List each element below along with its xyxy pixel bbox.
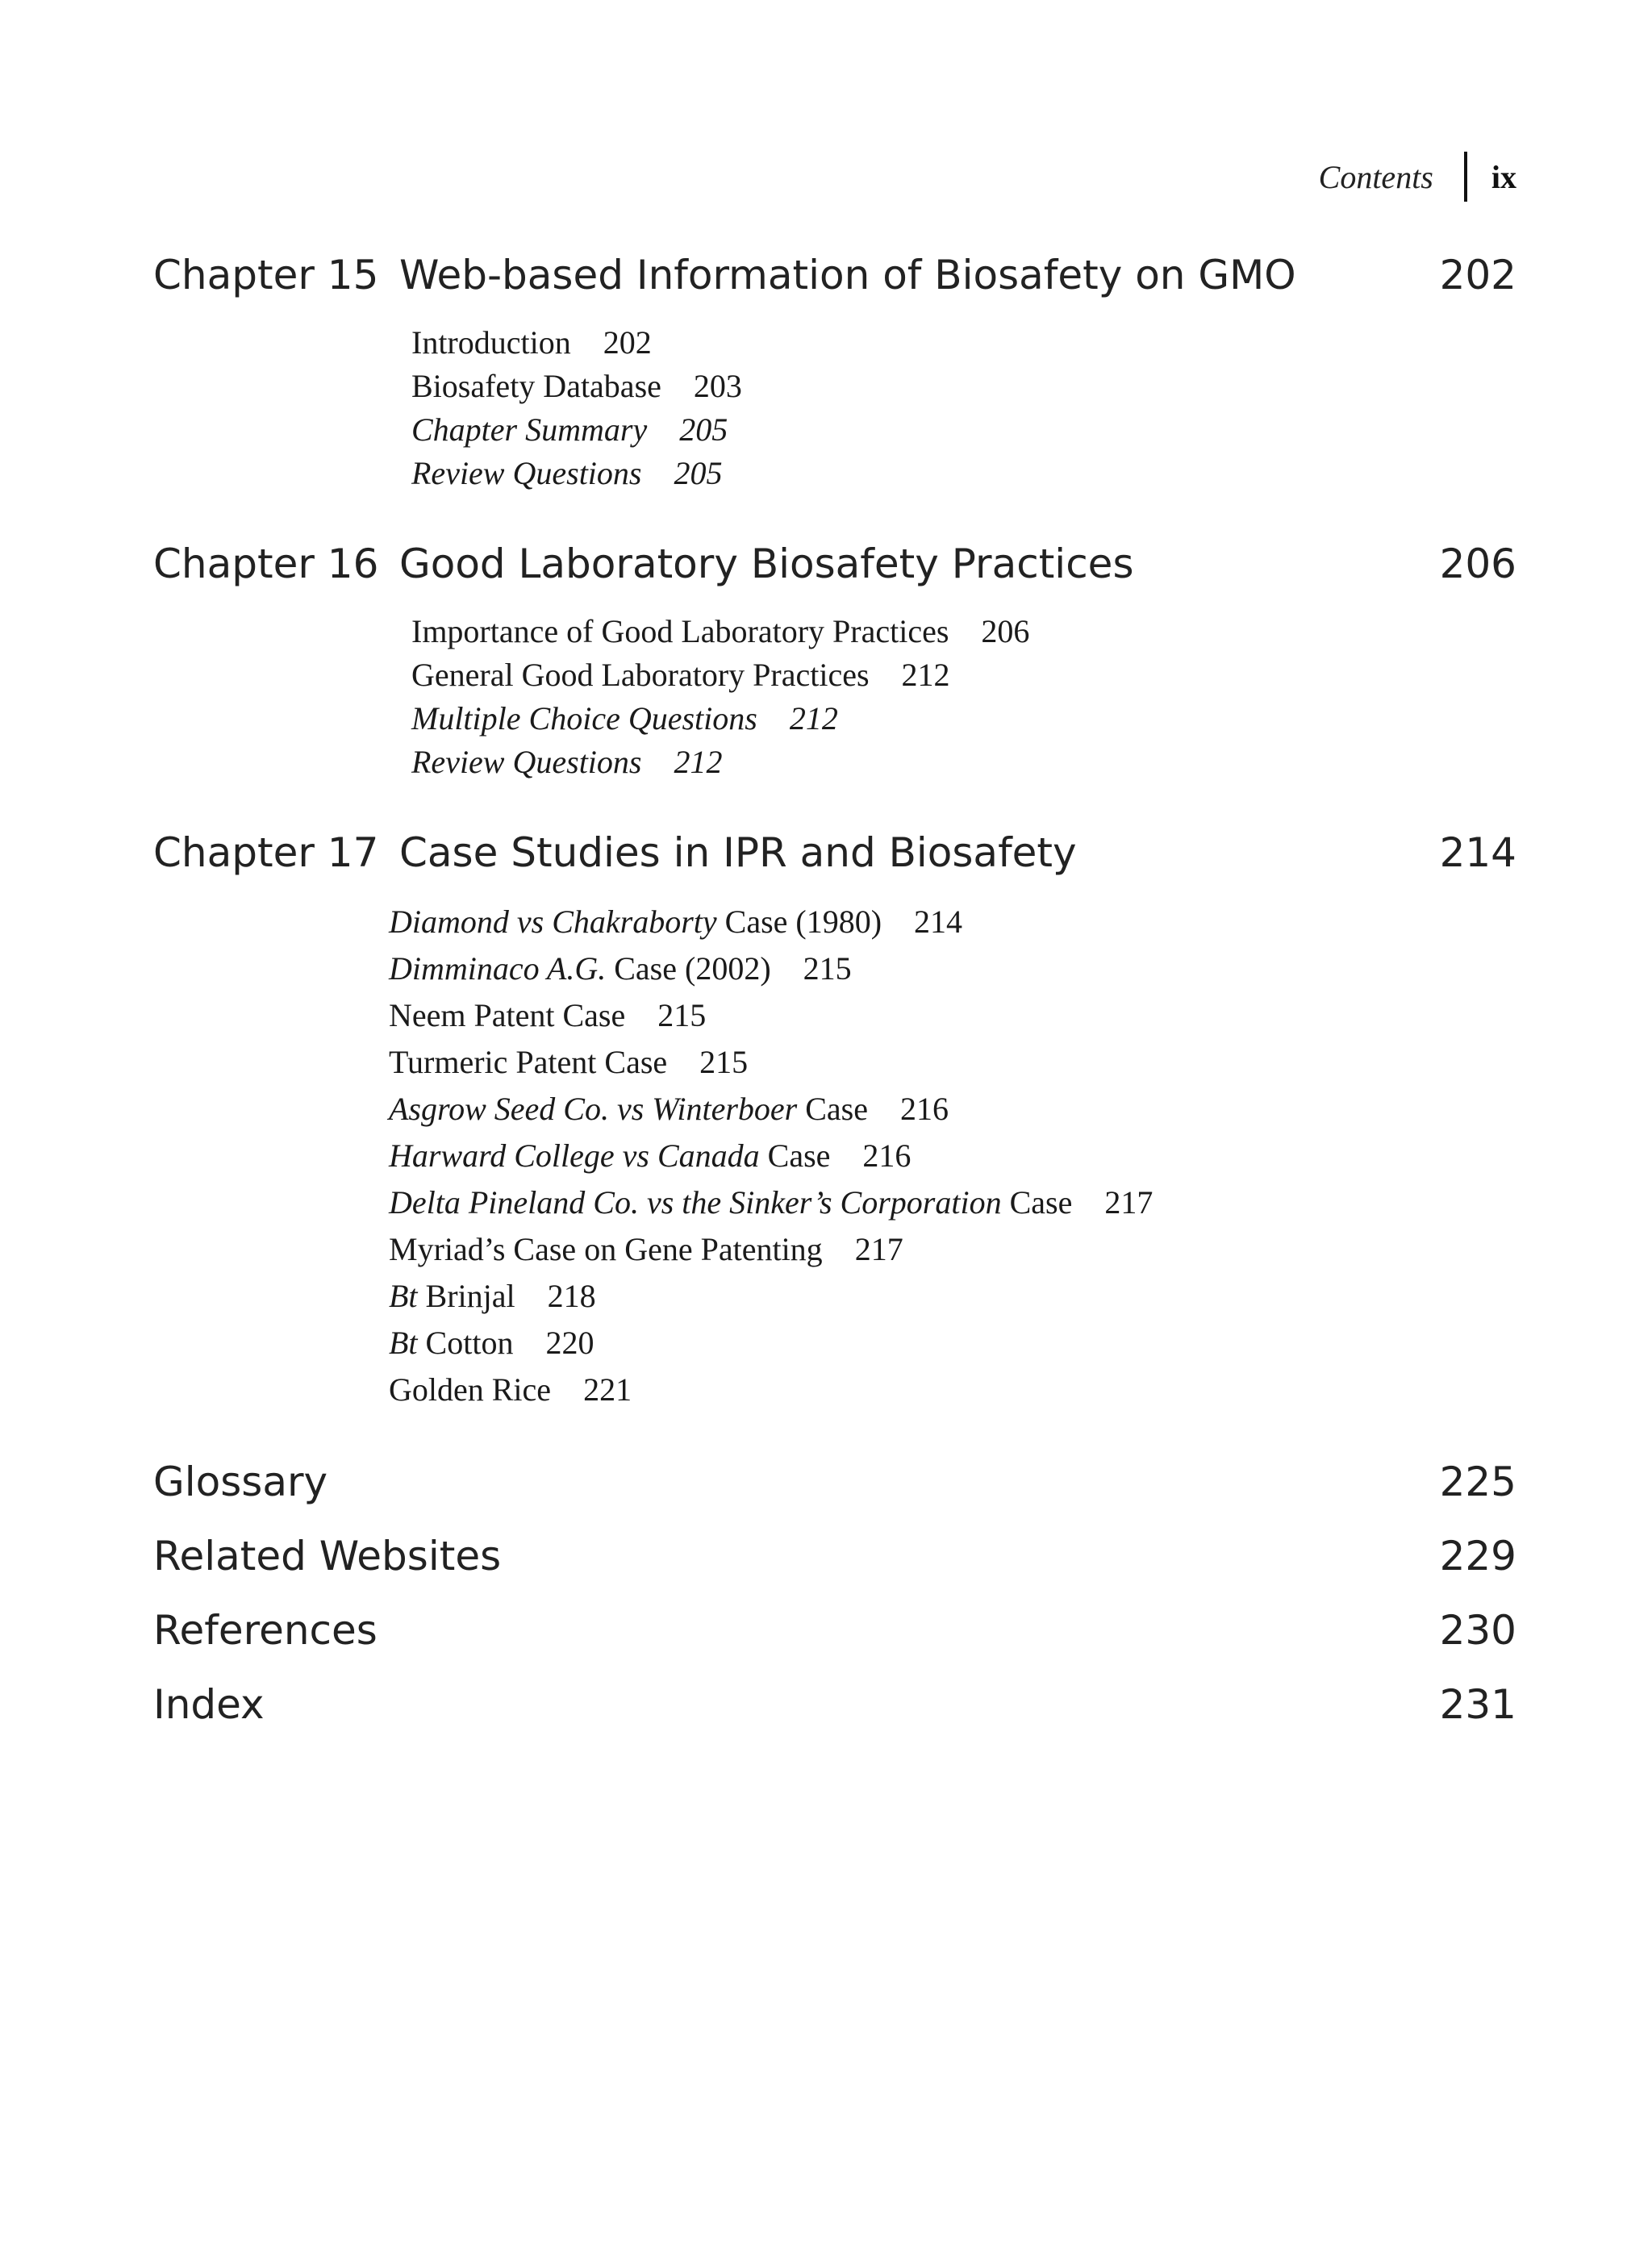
chapter-15-section <box>153 252 1516 495</box>
toc-entry[interactable] <box>411 741 1516 784</box>
entry-title: Related Websites <box>153 1533 502 1580</box>
chapter-number: Chapter 17 <box>153 829 379 876</box>
chapter-16-section <box>153 540 1516 784</box>
entry-page: 214 <box>914 903 963 940</box>
toc-entry[interactable] <box>389 1273 1516 1320</box>
entry-title: Case <box>797 1091 869 1127</box>
toc-entry[interactable] <box>389 992 1516 1039</box>
entry-page: 231 <box>1439 1681 1516 1728</box>
toc-entry[interactable] <box>389 1179 1516 1226</box>
chapter-heading[interactable] <box>153 540 1516 587</box>
entry-page: 218 <box>547 1278 596 1314</box>
toc-entry[interactable] <box>411 653 1516 697</box>
entry-title: Case (1980) <box>716 903 882 940</box>
entry-page: 216 <box>862 1137 912 1174</box>
chapter-page: 214 <box>1439 829 1516 876</box>
entry-title-italic: Dimminaco A.G. <box>389 950 607 987</box>
entry-page: 230 <box>1439 1607 1516 1654</box>
toc-entry[interactable] <box>411 365 1516 408</box>
entry-title: Turmeric Patent Case <box>389 1044 668 1080</box>
back-matter-entry-glossary[interactable] <box>153 1459 1516 1533</box>
entry-page: 212 <box>674 744 723 780</box>
back-matter-entry-related-websites[interactable] <box>153 1533 1516 1607</box>
toc-entry[interactable] <box>411 697 1516 741</box>
entry-page: 215 <box>699 1044 749 1080</box>
entry-title: Review Questions <box>411 455 642 491</box>
toc-entry[interactable] <box>411 408 1516 452</box>
running-head <box>1319 147 1516 207</box>
entry-title: Golden Rice <box>389 1371 552 1408</box>
toc-entry[interactable] <box>411 452 1516 495</box>
entry-title: Index <box>153 1681 265 1728</box>
entry-page: 212 <box>901 657 950 693</box>
toc-entry[interactable] <box>389 1133 1516 1179</box>
entry-page: 225 <box>1439 1459 1516 1505</box>
entry-title: General Good Laboratory Practices <box>411 657 870 693</box>
toc-entry[interactable] <box>389 1320 1516 1367</box>
chapter-number: Chapter 16 <box>153 540 379 587</box>
chapter-heading[interactable] <box>153 829 1516 876</box>
entry-page: 212 <box>789 700 838 737</box>
entry-title: Cotton <box>417 1325 514 1361</box>
chapter-title: Case Studies in IPR and Biosafety <box>399 829 1077 876</box>
entry-page: 216 <box>900 1091 949 1127</box>
toc-entry[interactable] <box>389 1367 1516 1413</box>
entry-title: Case <box>759 1137 831 1174</box>
entry-page: 217 <box>1104 1184 1153 1221</box>
toc-entry[interactable] <box>389 1039 1516 1086</box>
chapter-17-section <box>153 829 1516 1413</box>
page-number: ix <box>1491 158 1516 195</box>
chapter-entries <box>389 899 1516 1413</box>
entry-title: Neem Patent Case <box>389 997 626 1033</box>
entry-page: 229 <box>1439 1533 1516 1580</box>
chapter-page: 206 <box>1439 540 1516 587</box>
toc-entry[interactable] <box>389 1226 1516 1273</box>
entry-title: Biosafety Database <box>411 368 661 404</box>
toc-entry[interactable] <box>389 1086 1516 1133</box>
entry-title-italic: Harward College vs Canada <box>389 1137 760 1174</box>
chapter-entries <box>411 321 1516 495</box>
entry-page: 217 <box>854 1231 903 1267</box>
chapter-title: Good Laboratory Biosafety Practices <box>399 540 1134 587</box>
chapter-heading[interactable] <box>153 252 1516 298</box>
entry-title: Chapter Summary <box>411 411 648 448</box>
entry-page: 215 <box>657 997 707 1033</box>
entry-title: Introduction <box>411 324 571 361</box>
entry-title-italic: Bt <box>389 1278 418 1314</box>
entry-title: Brinjal <box>417 1278 515 1314</box>
back-matter-entry-references[interactable] <box>153 1607 1516 1681</box>
running-head-divider <box>1464 152 1467 202</box>
chapter-page: 202 <box>1439 252 1516 298</box>
chapter-number: Chapter 15 <box>153 252 379 298</box>
entry-title: Case <box>1001 1184 1073 1221</box>
entry-title-italic: Asgrow Seed Co. vs Winterboer <box>389 1091 798 1127</box>
entry-page: 202 <box>603 324 652 361</box>
entry-title: Multiple Choice Questions <box>411 700 757 737</box>
chapter-title: Web-based Information of Biosafety on GMO <box>399 252 1296 298</box>
entry-title: Case (2002) <box>606 950 771 987</box>
entry-title: Importance of Good Laboratory Practices <box>411 613 949 649</box>
entry-title-italic: Delta Pineland Co. vs the Sinker’s Corporation <box>389 1184 1002 1221</box>
entry-page: 205 <box>674 455 723 491</box>
entry-title: References <box>153 1607 378 1654</box>
toc-entry[interactable] <box>389 899 1516 945</box>
entry-page: 221 <box>583 1371 632 1408</box>
back-matter-entry-index[interactable] <box>153 1681 1516 1755</box>
entry-page: 215 <box>803 950 852 987</box>
toc-entry[interactable] <box>411 321 1516 365</box>
running-head-label: Contents <box>1318 158 1433 195</box>
entry-page: 203 <box>693 368 742 404</box>
entry-title-italic: Bt <box>389 1325 418 1361</box>
entry-title: Review Questions <box>411 744 642 780</box>
entry-title-italic: Diamond vs Chakraborty <box>389 903 717 940</box>
entry-page: 205 <box>679 411 728 448</box>
chapter-entries <box>411 610 1516 784</box>
entry-title: Glossary <box>153 1459 328 1505</box>
entry-title: Myriad’s Case on Gene Patenting <box>389 1231 823 1267</box>
entry-page: 220 <box>545 1325 594 1361</box>
entry-page: 206 <box>981 613 1030 649</box>
toc-entry[interactable] <box>411 610 1516 653</box>
back-matter-list <box>153 1459 1516 1755</box>
toc-entry[interactable] <box>389 945 1516 992</box>
